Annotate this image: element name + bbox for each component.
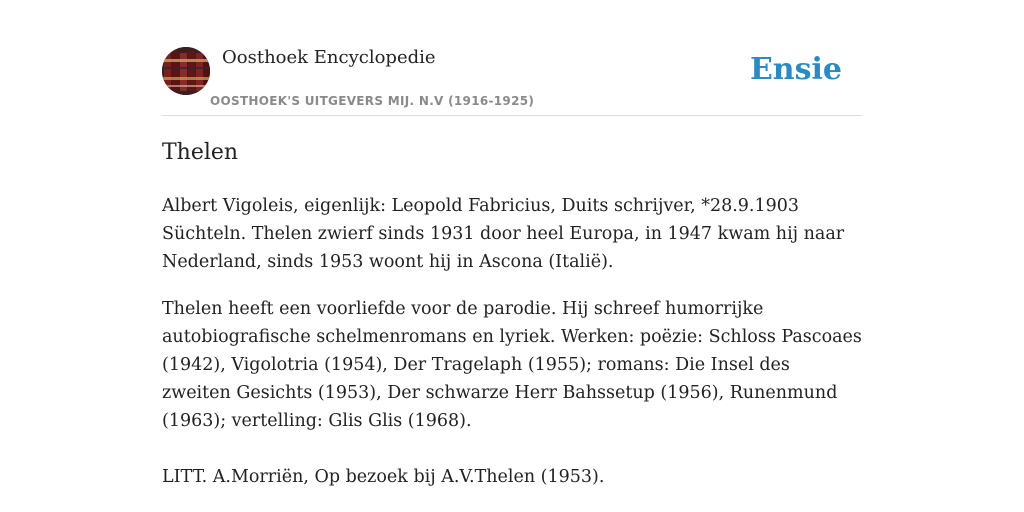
article-references: LITT. A.Morriën, Op bezoek bij A.V.Thelen (1953). [162, 467, 605, 487]
article-title: Thelen [162, 140, 239, 165]
article-paragraph: Albert Vigoleis, eigenlijk: Leopold Fabricius, Duits schrijver, *28.9.1903 Süchteln. Thelen zwierf sinds 1931 door heel Europa, in 1947 kwam hij naar Nederland, sinds 1953 woont hij in Ascona (Italië). [162, 196, 845, 272]
header [162, 45, 862, 116]
source-name[interactable]: Oosthoek Encyclopedie [222, 47, 436, 68]
ensie-logo-link[interactable]: Ensie [749, 52, 842, 87]
encyclopedia-books-icon[interactable] [162, 47, 210, 95]
publisher-label: OOSTHOEK'S UITGEVERS MIJ. N.V (1916-1925) [210, 94, 535, 108]
article-body [162, 192, 862, 491]
article-paragraph: Thelen heeft een voorliefde voor de parodie. Hij schreef humorrijke autobiografische schelmenromans en lyriek. Werken: poëzie: Schloss Pascoaes (1942), Vigolotria (1954), Der Tragelaph (1955); romans: Die Insel des zweiten Gesichts (1953), Der schwarze Herr Bahssetup (1956), Runenmund (1963); vertelling: Glis Glis (1968). [162, 299, 862, 431]
